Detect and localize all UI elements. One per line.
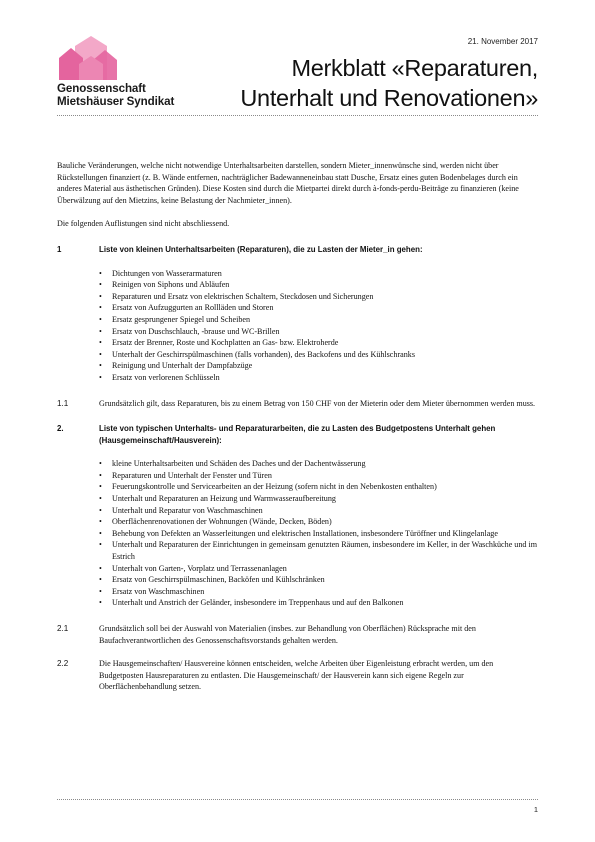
section-number: 2.1 — [57, 624, 69, 633]
list-item: • Behebung von Defekten an Wasserleitungen und elektrischen Installationen, insbesondere Türöffner und Klingelanlage — [99, 528, 538, 540]
section-text: Die Hausgemeinschaften/ Hausvereine können entscheiden, welche Arbeiten über Eigenleistung erbracht werden, um den Budgetposten Hausreparaturen zu entlasten. Die Hausgemeinschaft/ der Hausverein kann sich eigene Regeln zur Oberflächenbehandlung setzen. — [99, 659, 494, 692]
section-heading-text: Liste von typischen Unterhalts- und Reparaturarbeiten, die zu Lasten des Budgetpostens Unterhalt gehen (Hausgemeinschaft/Hausverein): — [99, 424, 496, 445]
list-item: • Ersatz von Geschirrspülmaschinen, Backöfen und Kühlschränken — [99, 574, 538, 586]
list-item: • Dichtungen von Wasserarmaturen — [99, 268, 538, 280]
list-item: • Reparaturen und Ersatz von elektrischen Schaltern, Steckdosen und Sicherungen — [99, 291, 538, 303]
list-item: • Ersatz gesprungener Spiegel und Scheiben — [99, 314, 538, 326]
list-item: • kleine Unterhaltsarbeiten und Schäden des Daches und der Dachentwässerung — [99, 458, 538, 470]
section-text: Grundsätzlich gilt, dass Reparaturen, bis zu einem Betrag von 150 CHF von der Mieterin oder dem Mieter übernommen werden muss. — [99, 398, 536, 408]
org-name-line-1: Genossenschaft — [57, 82, 146, 95]
house-logo-icon — [57, 34, 127, 80]
list-item: • Unterhalt und Anstrich der Geländer, insbesondere im Treppenhaus und auf den Balkonen — [99, 597, 538, 609]
section-heading-text: Liste von kleinen Unterhaltsarbeiten (Reparaturen), die zu Lasten der Mieter_in gehen: — [99, 244, 423, 254]
section-2-heading — [57, 423, 538, 446]
list-item: • Unterhalt von Garten-, Vorplatz und Terrassenanlagen — [99, 563, 538, 575]
section-number: 1.1 — [57, 398, 69, 408]
footer-divider — [57, 799, 538, 800]
list-item: • Feuerungskontrolle und Servicearbeiten an der Heizung (sofern nicht in den Nebenkosten enthalten) — [99, 481, 538, 493]
document-date: 21. November 2017 — [467, 37, 538, 46]
title-line-1: Merkblatt «Reparaturen, — [291, 55, 538, 81]
section-2-2 — [57, 658, 538, 693]
section-number: 2.2 — [57, 659, 69, 669]
list-item: • Ersatz von Aufzuggurten an Rollläden und Storen — [99, 302, 538, 314]
list-item: • Unterhalt und Reparaturen an Heizung und Warmwasseraufbereitung — [99, 493, 538, 505]
intro-note: Die folgenden Auflistungen sind nicht abschliessend. — [57, 219, 230, 229]
intro-paragraph: Bauliche Veränderungen, welche nicht notwendige Unterhaltsarbeiten darstellen, sondern Mieter_innenwünsche sind, werden nicht über Rückstellungen finanziert (z. B. Wände entfernen, nachträglicher Badewanneneinbau statt Dusche, Ersatz eines guten Bodenbelages durch ein anderes Material aus ästhetischen Gründen). Diese Kosten sind durch die Mietpartei direkt durch à-fonds-perdu-Beiträge zu finanzieren (keine Überwälzung auf den Mietzins, keine Belastung der Nachmieter_innen). — [57, 161, 519, 205]
list-item: • Reinigen von Siphons und Abläufen — [99, 279, 538, 291]
page-number: 1 — [533, 805, 538, 814]
section-1-list — [57, 268, 538, 384]
list-item: • Ersatz von Waschmaschinen — [99, 586, 538, 598]
list-item: • Unterhalt und Reparatur von Waschmaschinen — [99, 505, 538, 517]
org-name-line-2: Mietshäuser Syndikat — [57, 95, 175, 109]
section-1-heading — [57, 244, 538, 256]
list-item: • Ersatz von Duschschlauch, -brause und WC-Brillen — [99, 326, 538, 338]
section-number: 2. — [57, 424, 64, 434]
list-item: • Unterhalt der Geschirrspülmaschinen (falls vorhanden), des Backofens und des Kühlschranks — [99, 349, 538, 361]
list-item: • Reinigung und Unterhalt der Dampfabzüge — [99, 360, 538, 372]
list-item: • Unterhalt und Reparaturen der Einrichtungen in gemeinsam genutzten Räumen, insbesondere im Keller, in der Waschküche und im Estrich — [99, 539, 538, 562]
header-divider — [57, 115, 538, 116]
section-number: 1 — [57, 244, 62, 254]
section-text: Grundsätzlich soll bei der Auswahl von Materialien (insbes. zur Behandlung von Oberflächen) Rücksprache mit den Baufachverantwortlichen des Genossenschaftsvorstands gehalten werden. — [99, 624, 476, 645]
document-title — [240, 53, 538, 113]
section-2-1 — [57, 623, 538, 646]
organization-name — [57, 82, 174, 108]
section-1-1 — [57, 398, 538, 410]
section-2-list — [57, 458, 538, 609]
document-body — [57, 160, 538, 693]
list-item: • Ersatz von verlorenen Schlüsseln — [99, 372, 538, 384]
list-item: • Ersatz der Brenner, Roste und Kochplatten an Gas- bzw. Elektroherde — [99, 337, 538, 349]
list-item: • Reparaturen und Unterhalt der Fenster und Türen — [99, 470, 538, 482]
list-item: • Oberflächenrenovationen der Wohnungen (Wände, Decken, Böden) — [99, 516, 538, 528]
title-line-2: Unterhalt und Renovationen» — [240, 85, 538, 111]
